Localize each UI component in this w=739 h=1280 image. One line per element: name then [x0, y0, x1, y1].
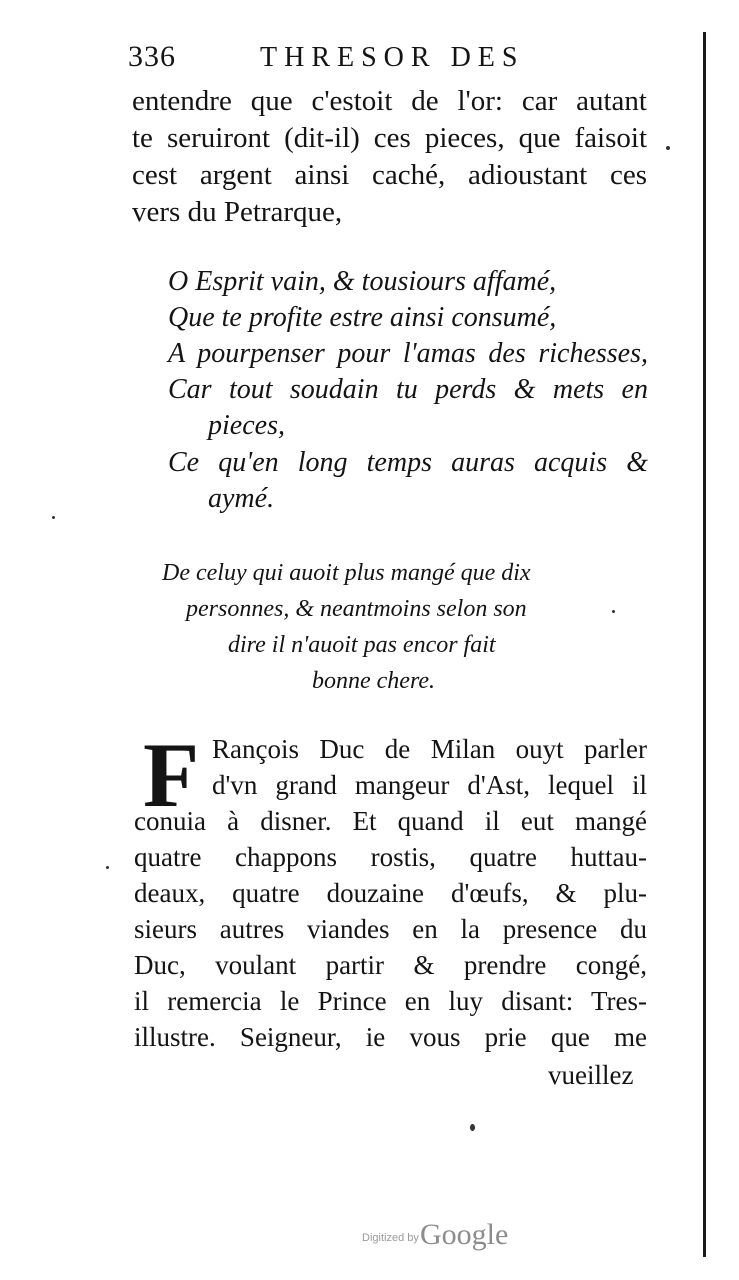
running-title: THRESOR DES — [260, 42, 525, 73]
prose-line-3: cest argent ainsi caché, adioustant ces — [132, 159, 647, 191]
drop-cap: F — [143, 724, 200, 826]
body-line-2: d'vn grand mangeur d'Ast, lequel il — [212, 770, 647, 800]
verse-line-2: Que te profite estre ainsi consumé, — [168, 302, 557, 333]
page-number: 336 — [128, 40, 176, 73]
body-line-1: Rançois Duc de Milan ouyt parler — [212, 734, 647, 764]
verse-line-3: A pourpenser pour l'amas des richesses, — [168, 338, 648, 369]
running-header — [128, 40, 558, 84]
section-heading-line-2: personnes, & neantmoins selon son — [186, 596, 527, 622]
google-logo: Google — [420, 1218, 509, 1251]
prose-line-1: entendre que c'estoit de l'or: car autant — [132, 85, 647, 117]
watermark-small-text: Digitized by — [362, 1232, 419, 1244]
body-line-3: conuia à disner. Et quand il eut mangé — [134, 806, 647, 836]
body-line-7: Duc, voulant partir & prendre congé, — [134, 950, 647, 980]
verse-line-1: O Esprit vain, & tousiours affamé, — [168, 266, 557, 297]
ink-speck — [612, 610, 615, 613]
body-line-4: quatre chappons rostis, quatre huttau- — [134, 842, 647, 872]
ink-speck — [106, 866, 109, 869]
body-line-8: il remercia le Prince en luy disant: Tres- — [134, 986, 647, 1016]
digitized-watermark — [362, 1218, 542, 1258]
page-edge-rule — [703, 32, 706, 1257]
verse-line-6: Ce qu'en long temps auras acquis & — [168, 447, 648, 478]
body-line-6: sieurs autres viandes en la presence du — [134, 914, 647, 944]
prose-line-2: te seruiront (dit-il) ces pieces, que faisoit — [132, 122, 647, 154]
verse-line-5: pieces, — [208, 410, 285, 441]
verse-line-4: Car tout soudain tu perds & mets en — [168, 374, 648, 405]
body-line-5: deaux, quatre douzaine d'œufs, & plu- — [134, 878, 647, 908]
ink-speck — [470, 1124, 475, 1131]
section-heading-line-4: bonne chere. — [312, 668, 436, 694]
section-heading-line-1: De celuy qui auoit plus mangé que dix — [162, 560, 531, 586]
catchword: vueillez — [548, 1060, 634, 1090]
body-line-9: illustre. Seigneur, ie vous prie que me — [134, 1022, 647, 1052]
prose-line-4: vers du Petrarque, — [132, 196, 343, 228]
section-heading-line-3: dire il n'auoit pas encor fait — [228, 632, 496, 658]
verse-line-7: aymé. — [208, 483, 275, 514]
ink-speck — [52, 516, 55, 519]
ink-speck — [666, 146, 670, 150]
